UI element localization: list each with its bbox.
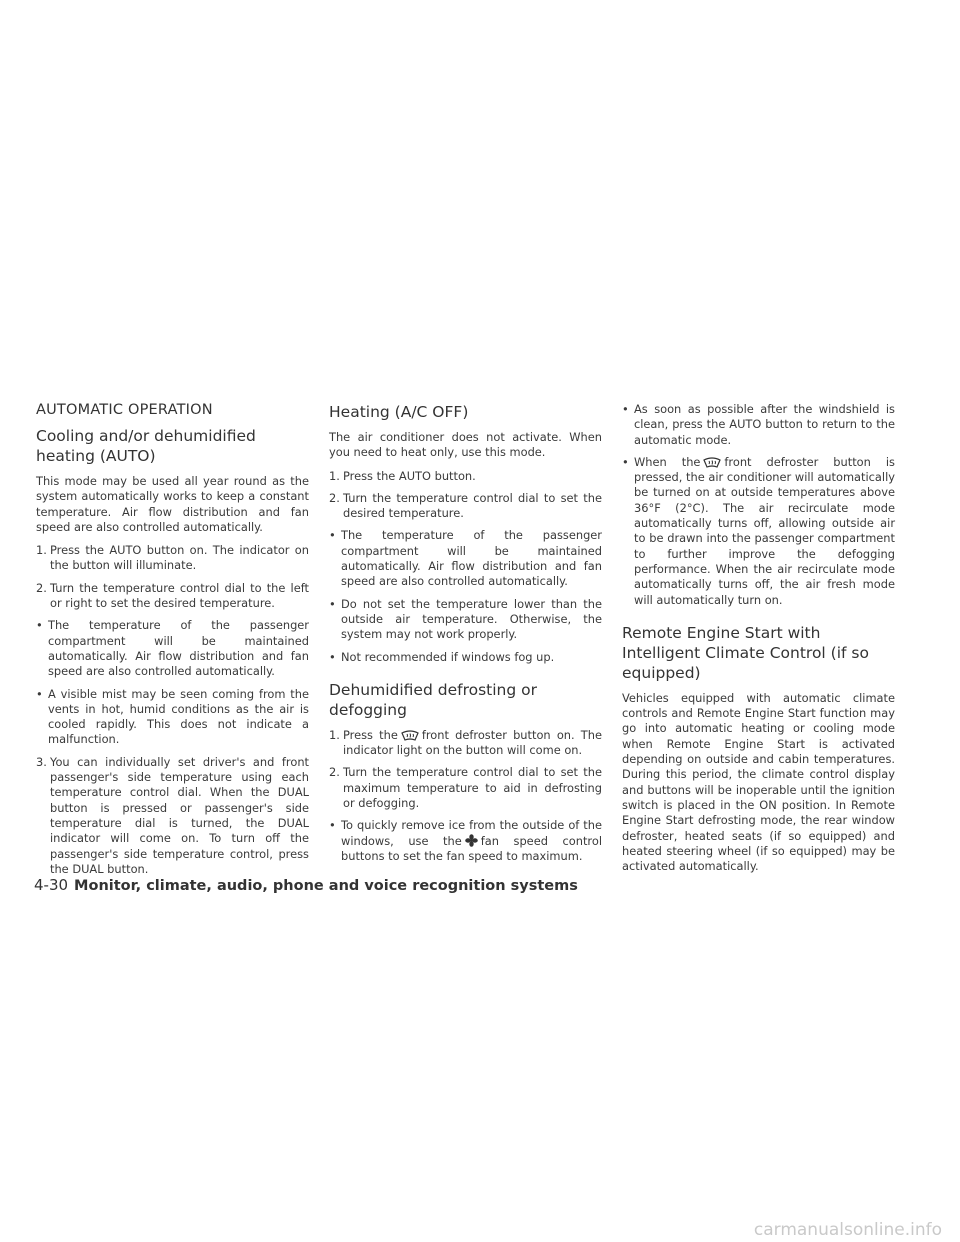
bullet-visible-mist: • A visible mist may be seen coming from the vents in hot, humid conditions as the air is cooled rapidly. This does not indicate a malfunction. (36, 686, 309, 747)
heating-step-1: 1. Press the AUTO button. (329, 468, 476, 483)
front-defroster-icon (703, 457, 721, 468)
heating-step-2: 2. Turn the temperature control dial to set the desired temperature. (329, 490, 602, 521)
heating-bullet-temperature: • The temperature of the passenger compartment will be maintained automatically. Air flow distribution and fan speed are also controlled automatically. (329, 528, 602, 589)
defog-bullet-remove-ice: • To quickly remove ice from the outside of the windows, use the fan speed control buttons to set the fan speed to maximum. (329, 818, 602, 863)
column-middle (329, 402, 602, 871)
page-number: 4-30 (34, 876, 69, 894)
fan-speed-icon (465, 834, 478, 847)
heading-defrosting: Dehumidified defrosting or defogging (329, 680, 537, 719)
bullet-defroster-pressed: • When the front defroster button is pressed, the air conditioner will automatically be turned on at outside temperatures above 36°F (2°C). The air recirculate mode automatically turns off, allowing outside air to be drawn into the passenger compartment to further improve the defogging performance. When the air recirculate mode automatically turns off, the air fresh mode will automatically turn on. (622, 454, 895, 607)
section-title: AUTOMATIC OPERATION (36, 402, 213, 418)
heading-remote-engine-start: Remote Engine Start with Intelligent Climate Control (if so equipped) (622, 623, 869, 682)
front-defroster-icon (401, 730, 419, 741)
heading-cooling-auto: Cooling and/or dehumidified heating (AUTO) (36, 427, 256, 465)
paragraph-auto-intro: This mode may be used all year round as the system automatically works to keep a constant temperature. Air flow distribution and fan speed are also controlled automatically. (36, 474, 309, 534)
column-right (622, 402, 895, 882)
page-footer (34, 876, 578, 894)
defog-step-1: 1. Press the front defroster button on. The indicator light on the button will come on. (329, 727, 602, 758)
step-1: 1. Press the AUTO button on. The indicator on the button will illuminate. (36, 543, 309, 573)
heating-bullet-do-not-set: • Do not set the temperature lower than the outside air temperature. Otherwise, the system may not work properly. (329, 596, 602, 642)
watermark: carmanualsonline.info (753, 1220, 942, 1240)
paragraph-heating-intro: The air conditioner does not activate. When you need to heat only, use this mode. (329, 430, 602, 460)
step-3: 3. You can individually set driver's and front passenger's side temperature using each temperature control dial. When the DUAL button is pressed or passenger's side temperature dial is turned, the DUAL indicator will come on. To turn off the passenger's side temperature control, press the DUAL button. (36, 754, 309, 876)
column-left (36, 402, 309, 884)
heating-bullet-not-recommended: • Not recommended if windows fog up. (329, 649, 555, 664)
chapter-title: Monitor, climate, audio, phone and voice recognition systems (74, 878, 578, 894)
paragraph-remote-engine-start: Vehicles equipped with automatic climate controls and Remote Engine Start function may go into automatic heating or cooling mode when Remote Engine Start is activated depending on outside and cabin temperatures. During this period, the climate control display and buttons will be inoperable until the ignition switch is placed in the ON position. In Remote Engine Start defrosting mode, the rear window defroster, heated seats (if so equipped) and heated steering wheel (if so equipped) may be activated automatically. (622, 690, 895, 874)
defog-step-2: 2. Turn the temperature control dial to set the maximum temperature to aid in defrosting or defogging. (329, 765, 602, 811)
heading-heating-ac-off: Heating (A/C OFF) (329, 403, 469, 421)
step-2: 2. Turn the temperature control dial to the left or right to set the desired temperature. (36, 580, 309, 611)
bullet-temperature-maintained: • The temperature of the passenger compartment will be maintained automatically. Air flow distribution and fan speed are also controlled automatically. (36, 618, 309, 679)
bullet-windshield-clean: • As soon as possible after the windshield is clean, press the AUTO button to return to the automatic mode. (622, 402, 895, 447)
